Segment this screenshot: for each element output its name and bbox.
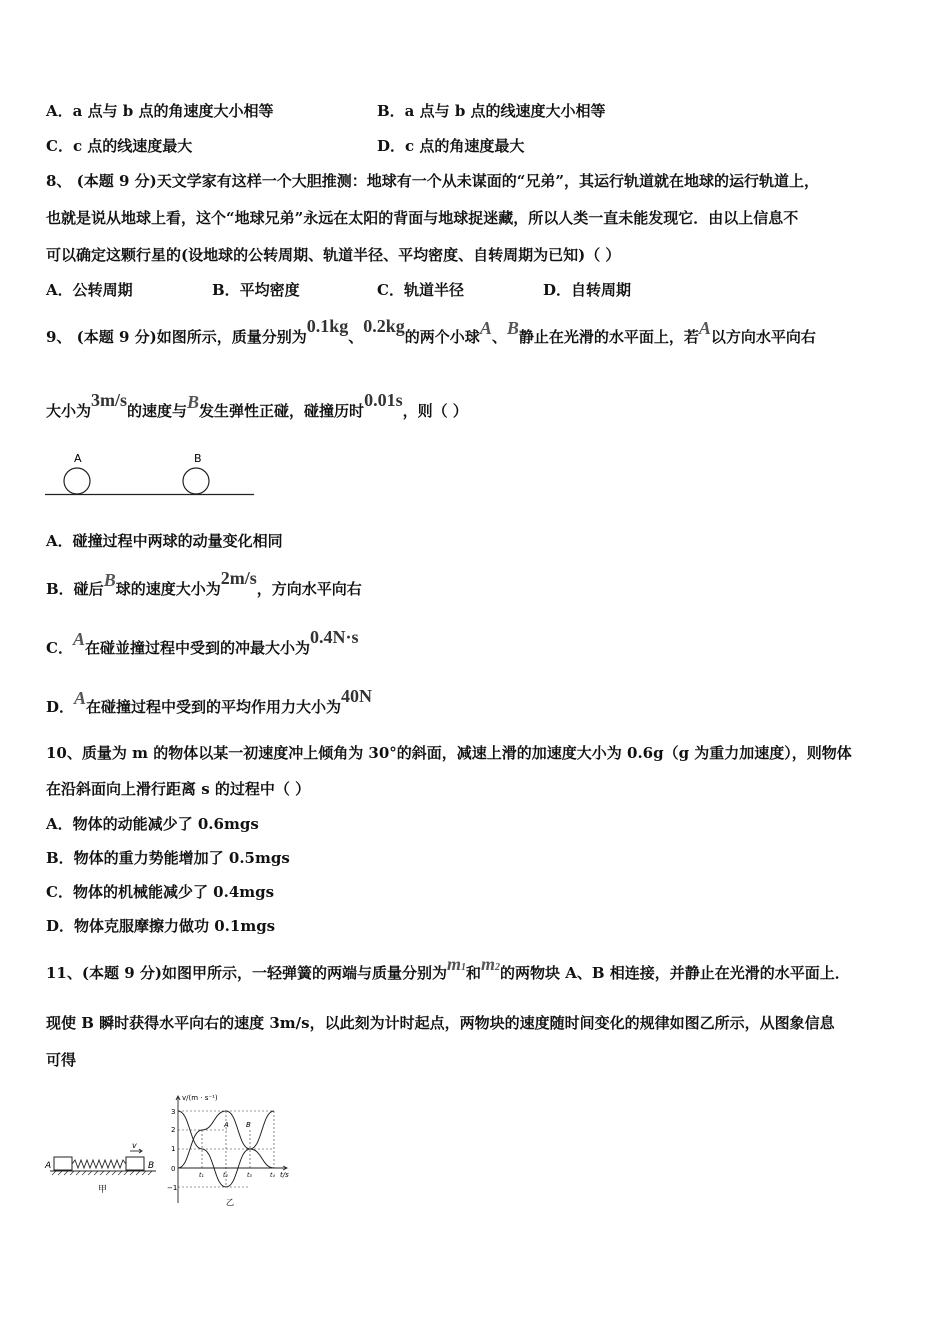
q11-graph-ytick-neg1: −1 — [167, 1184, 178, 1192]
q11-mass-1-subscript: 1 — [460, 962, 466, 973]
q11-ground-hatch — [52, 1171, 152, 1175]
q11-graph-ytick-3: 3 — [171, 1108, 176, 1116]
q11-graph-xtick-t1: t₁ — [199, 1172, 204, 1179]
q8-stem-line3: 可以确定这颗行星的(设地球的公转周期、轨道半径、平均密度、自转周期为已知)（ ） — [46, 246, 621, 264]
q11-graph-xtick-t2: t₂ — [223, 1172, 228, 1179]
q9-ball-a-symbol: A — [72, 629, 85, 649]
q11-graph-xtick-t4: t₄ — [270, 1172, 275, 1179]
q11-fig1-label-a: A — [45, 1161, 52, 1171]
q9-text: 静止在光滑的水平面上，若 — [518, 328, 699, 346]
q9-impulse-value: 0.4N·s — [309, 627, 359, 647]
q11-stem-line2: 现使 B 瞬时获得水平向右的速度 3m/s，以此刻为计时起点，两物块的速度随时间变化的规律如图乙所示，从图象信息 — [46, 1014, 835, 1032]
q9-collision-time: 0.01s — [364, 390, 403, 410]
q11-mass-1 — [447, 954, 466, 974]
q8-option-c: C．轨道半径 — [377, 281, 464, 299]
q9-ball-a — [64, 468, 90, 494]
q9-mass-a: 0.1kg — [306, 316, 349, 336]
q7-option-c: C．c 点的线速度最大 — [46, 137, 193, 155]
q11-stem-line1 — [46, 954, 850, 986]
q7-option-a: A．a 点与 b 点的角速度大小相等 — [46, 102, 274, 120]
q9-text: 的两个小球 — [404, 328, 480, 346]
q9-text: 球的速度大小为 — [115, 580, 221, 598]
q11-velocity-label: v — [132, 1141, 137, 1150]
q11-graph-ylabel: v/(m · s⁻¹) — [182, 1094, 218, 1102]
q9-option-b — [46, 568, 362, 599]
q11-block-b — [126, 1157, 144, 1170]
q11-text: 和 — [465, 964, 481, 982]
q11-graph-ytick-0: 0 — [171, 1165, 176, 1173]
q11-vt-graph — [166, 1091, 296, 1211]
q10-option-a: A．物体的动能减少了 0.6mgs — [46, 815, 259, 833]
q11-fig2-caption: 乙 — [226, 1198, 234, 1207]
q8-option-b: B．平均密度 — [212, 281, 300, 299]
q11-graph-ytick-2: 2 — [171, 1126, 176, 1134]
q11-mass-2-subscript: 2 — [495, 962, 500, 973]
q9-text: D． — [46, 698, 75, 716]
q8-option-d: D．自转周期 — [543, 281, 632, 299]
q9-text: C． — [46, 639, 73, 657]
q11-text: 的两物块 A、B 相连接，并静止在光滑的水平面上． — [500, 964, 850, 982]
q9-text: 的速度与 — [127, 402, 188, 420]
q9-text: 在碰並撞过程中受到的冲最大小为 — [84, 639, 310, 657]
q8-stem-line1: 8、 (本题 9 分)天文学家有这样一个大胆推测：地球有一个从未谋面的“兄弟”，其运行轨道就在地球的运行轨道上， — [46, 172, 819, 190]
q9-ball-b-symbol: B — [506, 318, 519, 338]
q9-stem-line2 — [46, 390, 468, 421]
q11-fig1-label-b: B — [148, 1161, 155, 1171]
q9-text: 发生弹性正碰，碰撞历时 — [199, 402, 365, 420]
q9-text: 在碰撞过程中受到的平均作用力大小为 — [86, 698, 342, 716]
q9-velocity: 3m/s — [91, 390, 128, 410]
q9-stem-line1 — [46, 316, 816, 347]
q9-ball-b — [183, 468, 209, 494]
q9-text: 9、 (本题 9 分)如图所示，质量分别为 — [46, 328, 307, 346]
q9-balls-figure — [44, 448, 256, 498]
q11-graph-curve-b-label: B — [246, 1121, 251, 1129]
q9-text: ，方向水平向右 — [256, 580, 362, 598]
q11-spring — [72, 1160, 126, 1168]
q9-ball-b-symbol: B — [187, 392, 200, 412]
q11-spring-figure — [44, 1140, 166, 1200]
q8-stem-line2: 也就是说从地球上看，这个“地球兄弟”永远在太阳的背面与地球捉迷藏，所以人类一直未能发现它．由以上信息不 — [46, 209, 799, 227]
q9-text: 、 — [348, 328, 364, 346]
q8-option-a: A．公转周期 — [46, 281, 133, 299]
q11-fig1-caption: 甲 — [98, 1185, 108, 1195]
q10-option-c: C．物体的机械能减少了 0.4mgs — [46, 883, 275, 901]
q9-force-value: 40N — [341, 686, 373, 706]
q9-option-c — [46, 627, 359, 658]
q9-ball-b-symbol: B — [103, 570, 116, 590]
q9-option-d — [46, 686, 373, 717]
q11-graph-ytick-1: 1 — [171, 1145, 176, 1153]
q10-option-d: D．物体克服摩擦力做功 0.1mgs — [46, 917, 276, 935]
q11-mass-2-symbol: m — [480, 954, 495, 974]
q9-ball-a-symbol: A — [74, 688, 87, 708]
q9-option-a: A．碰撞过程中两球的动量变化相同 — [46, 532, 283, 550]
q7-option-b: B．a 点与 b 点的线速度大小相等 — [377, 102, 606, 120]
q9-figure-label-b: B — [194, 452, 202, 465]
q11-mass-1-symbol: m — [446, 954, 461, 974]
q9-mass-b: 0.2kg — [363, 316, 405, 336]
q9-figure-label-a: A — [74, 452, 82, 465]
q9-text: 、 — [491, 328, 507, 346]
q9-text: 以方向水平向右 — [710, 328, 816, 346]
q9-text: B．碰后 — [46, 580, 104, 598]
q10-stem-line1: 10、质量为 m 的物体以某一初速度冲上倾角为 30°的斜面，减速上滑的加速度大小为 0.6g（g 为重力加速度），则物体 — [46, 744, 852, 762]
q11-text: 11、(本题 9 分)如图甲所示，一轻弹簧的两端与质量分别为 — [46, 964, 447, 982]
q11-graph-curve-a-label: A — [224, 1121, 229, 1129]
q9-text: ，则（ ） — [402, 402, 468, 420]
q11-stem-line3: 可得 — [46, 1051, 77, 1069]
q10-stem-line2: 在沿斜面向上滑行距离 s 的过程中（ ） — [46, 780, 311, 798]
q11-mass-2 — [481, 954, 500, 974]
q9-velocity-after: 2m/s — [220, 568, 257, 588]
q7-option-d: D．c 点的角速度最大 — [377, 137, 525, 155]
q11-block-a — [54, 1157, 72, 1170]
q9-text: 大小为 — [46, 402, 92, 420]
q10-option-b: B．物体的重力势能增加了 0.5mgs — [46, 849, 290, 867]
q9-ball-a-symbol: A — [698, 318, 711, 338]
q11-graph-xlabel: t/s — [280, 1171, 289, 1179]
q9-ball-a-symbol: A — [479, 318, 492, 338]
q11-graph-xtick-t3: t₃ — [247, 1172, 252, 1179]
